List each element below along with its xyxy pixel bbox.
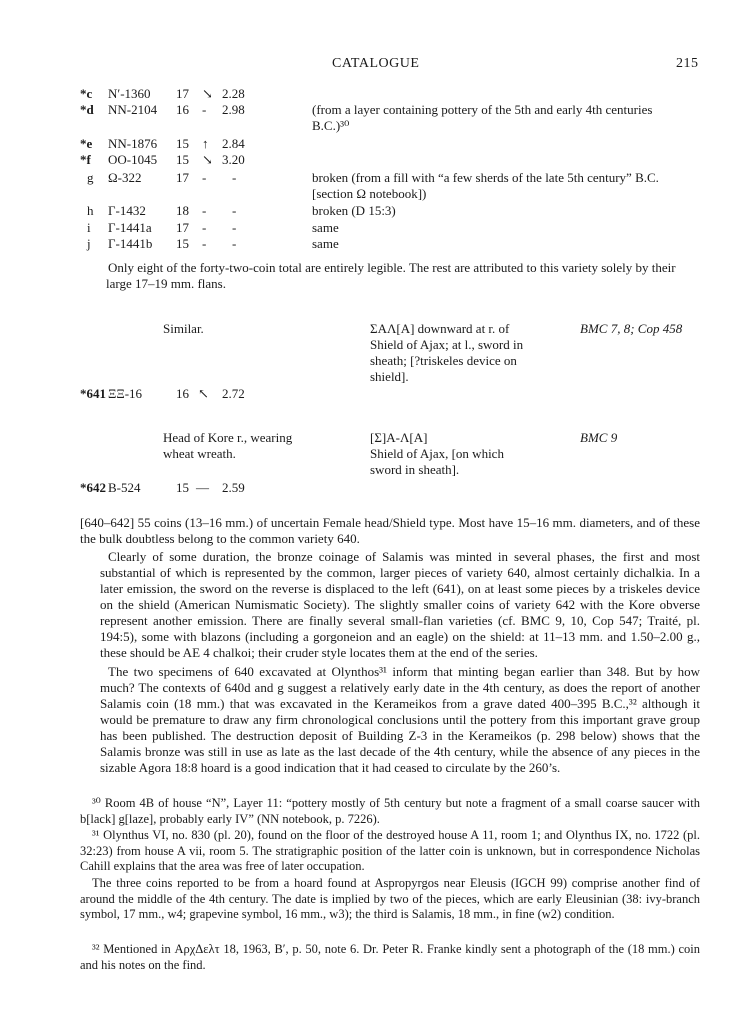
summary-paragraph: [640–642] 55 coins (13–16 mm.) of uncertain Female head/Shield type. Most have 15–16 mm. diameters, and of these the bulk doubtless belong to the common variety 640. (80, 515, 700, 546)
entry-641-size: 16 (176, 386, 189, 401)
entry-642-size: 15 (176, 480, 189, 495)
row-mark: *e (80, 136, 93, 151)
row-inventory: Γ-1441b (108, 236, 153, 251)
entry-641-reverse: ΣΑΛ[Α] downward at r. of Shield of Ajax; at l., sword in sheath; [?triskeles device on shield]. (370, 321, 524, 384)
entry-641-reference: BMC 7, 8; Cop 458 (580, 321, 683, 336)
row-inventory: Ω-322 (108, 170, 142, 185)
row-note-continuation: [section Ω notebook]) (312, 186, 427, 201)
entry-641-inventory: ΞΞ-16 (108, 386, 143, 401)
entry-641-number: *641 (80, 386, 106, 401)
row-axis: - (202, 102, 207, 117)
row-mark: j (87, 236, 91, 251)
row-size: 17 (176, 170, 189, 185)
row-axis: - (202, 203, 207, 218)
footnote-31-continuation: The three coins reported to be from a hoard found at Aspropyrgos near Eleusis (IGCH 99) comprise another find of around the middle of the 4th century. The date is implied by two of the pieces, which are early Eleusinian (38: ivy-branch symbol, 17 mm., w4; grapevine symbol, 16 mm., w3); the third is Salamis, 18 mm., in fine (w2) condition. (80, 876, 700, 921)
row-size: 15 (176, 136, 189, 151)
entry-642-reference: BMC 9 (580, 430, 618, 445)
discussion-paragraph-1: Clearly of some duration, the bronze coinage of Salamis was minted in several phases, the first and most substantial of which is represented by the common, larger pieces of variety 640, almost certainly dichalkia. In a later emission, the sword on the reverse is displaced to the left (641), on at least some pieces by a triskeles device on the shield (American Numismatic Society). The slightly smaller coins of variety 642 with the Kore obverse represent another emission. There are finally several small-flan varieties (cf. BMC 9, 10, Cop 547; Traité, pl. 194:5), some with blazons (including a gorgoneion and an eagle) on the shield: at 11–13 mm. and 1.50–2.00 g., these should be AE 4 chalkoi; their cruder style locates them at the end of the series. (100, 549, 700, 660)
row-note: (from a layer containing pottery of the 5th and early 4th centuries (312, 102, 653, 117)
row-axis: ↘ (202, 86, 213, 101)
entry-641-obverse: Similar. (163, 321, 204, 336)
row-axis: - (202, 236, 207, 251)
row-weight: - (232, 220, 237, 235)
row-inventory: OO-1045 (108, 152, 158, 167)
row-size: 17 (176, 220, 189, 235)
row-note-continuation: B.C.)³⁰ (312, 118, 350, 133)
row-inventory: N′-1360 (108, 86, 151, 101)
row-size: 17 (176, 86, 189, 101)
row-size: 16 (176, 102, 189, 117)
row-axis: - (202, 220, 207, 235)
entry-642-number: *642 (80, 480, 106, 495)
entry-641-axis: ↖ (198, 386, 209, 401)
entry-642-weight: 2.59 (222, 480, 245, 495)
page-number: 215 (676, 56, 699, 71)
row-weight: 2.98 (222, 102, 245, 117)
running-title: CATALOGUE (332, 56, 420, 71)
footnote-32: ³² Mentioned in ΑρχΔελτ 18, 1963, Β′, p. 50, note 6. Dr. Peter R. Franke kindly sent a photograph of the (18 mm.) coin and his notes on the find. (80, 942, 700, 972)
row-inventory: Γ-1432 (108, 203, 146, 218)
footnote-31: ³¹ Olynthus VI, no. 830 (pl. 20), found on the floor of the destroyed house A 11, room 1; and Olynthus IX, no. 1722 (pl. 32:23) from house A vii, room 5. The stratigraphic position of the latter coin is unknown, but in correspondence Nicholas Cahill explains that the area was free of later occupation. (80, 828, 700, 873)
entry-642-inventory: B-524 (108, 480, 141, 495)
entry-642-reverse: [Σ]Α-Λ[Α] Shield of Ajax, [on which sword in sheath]. (370, 430, 504, 477)
row-inventory: Γ-1441a (108, 220, 152, 235)
row-note: broken (D 15:3) (312, 203, 396, 218)
entry-642-obverse: Head of Kore r., wearing wheat wreath. (163, 430, 293, 461)
row-size: 15 (176, 236, 189, 251)
row-weight: - (232, 236, 237, 251)
row-mark: h (87, 203, 94, 218)
row-mark: *f (80, 152, 91, 167)
row-inventory: NN-1876 (108, 136, 158, 151)
row-weight: - (232, 170, 237, 185)
row-mark: i (87, 220, 91, 235)
row-axis: ↘ (202, 152, 213, 167)
row-note: broken (from a fill with “a few sherds of the late 5th century” B.C. (312, 170, 659, 185)
legibility-note: Only eight of the forty-two-coin total are entirely legible. The rest are attributed to this variety solely by their large 17–19 mm. flans. (106, 260, 676, 291)
row-weight: 2.28 (222, 86, 245, 101)
row-size: 18 (176, 203, 189, 218)
entry-641-weight: 2.72 (222, 386, 245, 401)
row-inventory: NN-2104 (108, 102, 158, 117)
row-mark: *c (80, 86, 93, 101)
row-size: 15 (176, 152, 189, 167)
row-weight: - (232, 203, 237, 218)
row-weight: 2.84 (222, 136, 245, 151)
footnote-30: ³⁰ Room 4B of house “N”, Layer 11: “pottery mostly of 5th century but note a fragment of a small coarse saucer with b[lack] g[laze], probably early IV” (NN notebook, p. 7226). (80, 796, 700, 826)
row-axis: - (202, 170, 207, 185)
entry-642-axis: — (196, 480, 209, 495)
row-note: same (312, 236, 339, 251)
row-mark: g (87, 170, 94, 185)
row-weight: 3.20 (222, 152, 245, 167)
row-mark: *d (80, 102, 94, 117)
row-note: same (312, 220, 339, 235)
row-axis: ↑ (202, 136, 209, 151)
discussion-paragraph-2: The two specimens of 640 excavated at Olynthos³¹ inform that minting began earlier than 348. But by how much? The contexts of 640d and g suggest a relatively early date in the 4th century, as does the report of another Salamis coin (18 mm.) that was excavated in the Kerameikos from a grave dated 400–395 B.C.,³² although it would be premature to draw any firm chronological conclusions until the pottery from this important grave group has been published. The destruction deposit of Building Z-3 in the Kerameikos (p. 298 below) shows that the Salamis bronze was still in use as late as the last decade of the 4th century, while the absence of any pieces in the sizable Agora 18:8 hoard is a good indication that it had ceased to circulate by the 260’s. (100, 664, 700, 775)
